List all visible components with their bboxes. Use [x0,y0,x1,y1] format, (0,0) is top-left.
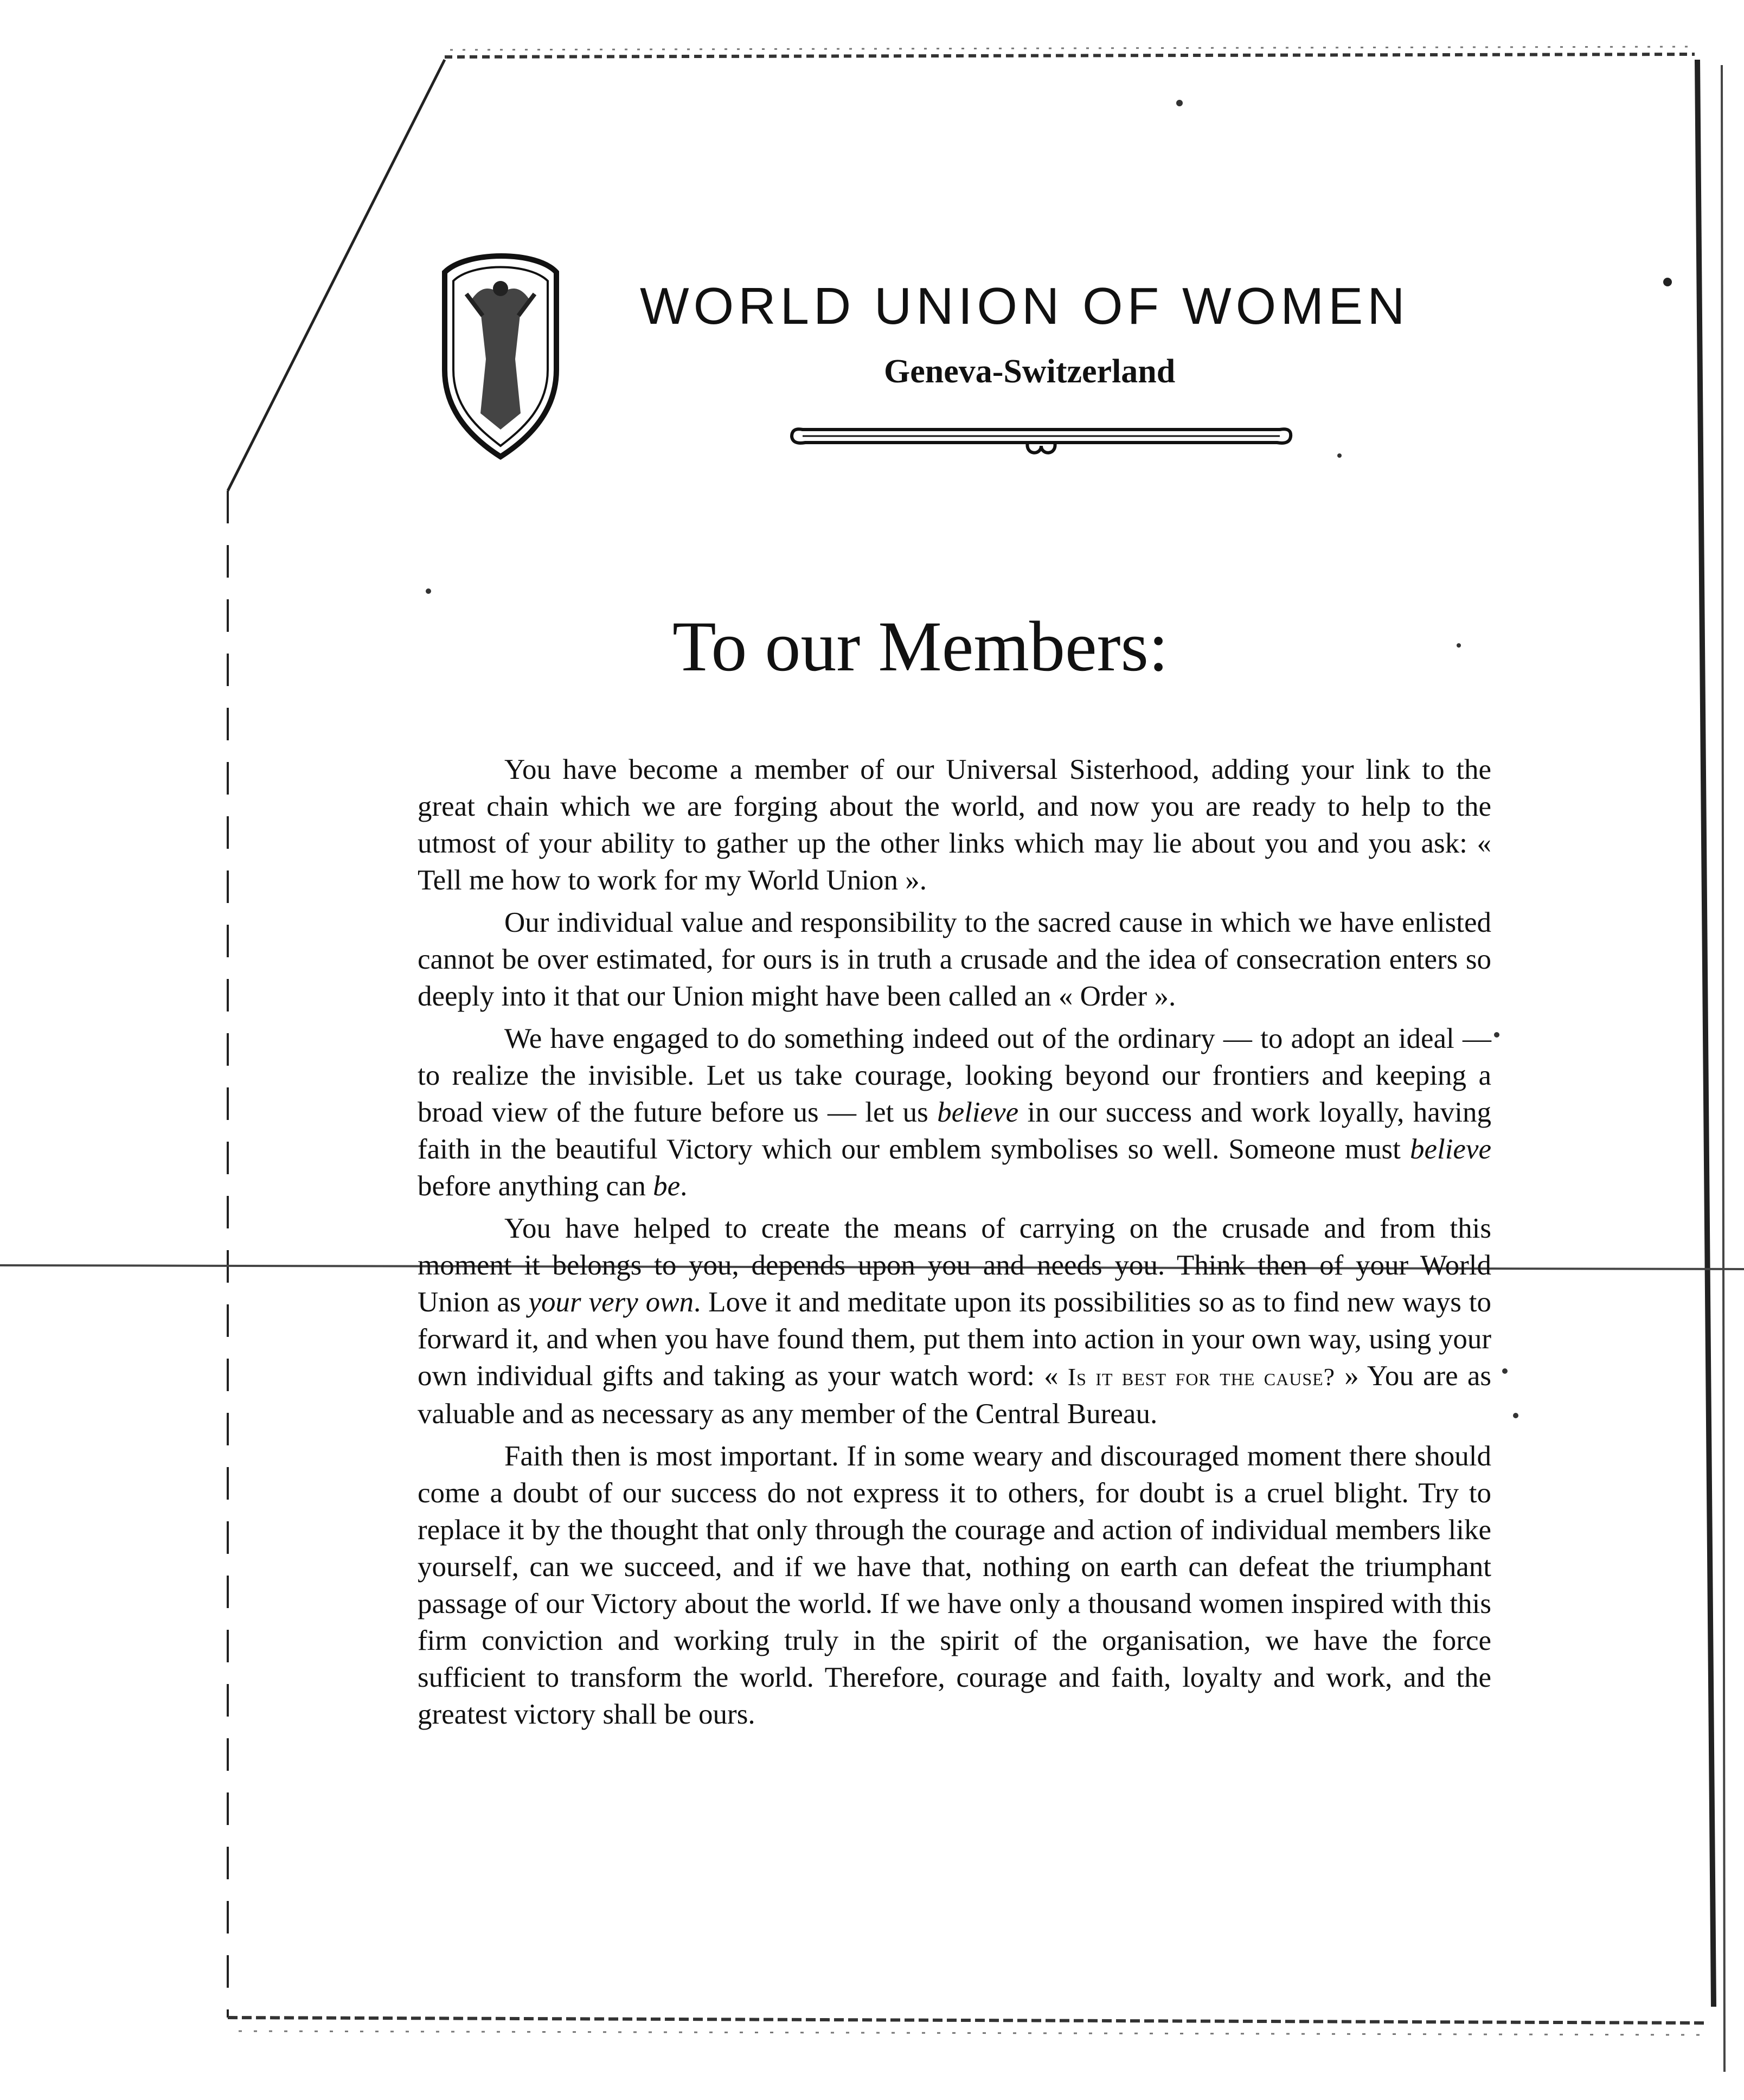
paragraph-4-text: You have helped to create the means of carrying on the crusade and from this moment it belongs to you, depends upon you and needs you. Think then of your World Union as [418,1213,1491,1318]
page-heading: To our Members: [672,606,1169,686]
paragraph-3 [418,1020,1491,1205]
paragraph-5: Faith then is most important. If in some weary and discouraged moment there should come a doubt of our success do not express it to others, for doubt is a cruel blight. Try to replace it by the thought that only through the courage and action of individual members like yourself, can we succeed, and if we have that, nothing on earth can defeat the triumphant passage of our Victory about the world. If we have only a thousand women inspired with this firm conviction and working truly in the spirit of the organisation, we have the force sufficient to transform the world. Therefore, courage and faith, loyalty and work, and the greatest victory shall be ours. [418,1440,1491,1730]
paragraph-4 [418,1210,1491,1432]
paragraph-3-text: . [680,1170,688,1202]
organization-location: Geneva-Switzerland [884,353,1176,390]
paragraph-3-text: We have engaged to do something indeed out of the ordinary — to adopt an ideal — to realize the invisible. Let us take courage, looking beyond our frontiers and keeping a broad view of the future before us — let us [418,1023,1491,1128]
emphasis-your-very-own: your very own [528,1286,694,1318]
paragraph-4-text: . Love it and meditate upon its possibilities so as to find new ways to forward it, and when you have found them, put them into action in your own way, using your own individual gifts and taking as your watch word: « [418,1286,1492,1392]
paragraph-3-text: before anything can [418,1170,653,1202]
emphasis-believe: believe [937,1097,1019,1128]
organization-name: WORLD UNION OF WOMEN [640,277,1409,335]
emphasis-be: be [653,1170,681,1202]
emphasis-believe: believe [1409,1134,1491,1165]
paragraph-1: You have become a member of our Universal Sisterhood, adding your link to the great chain which we are forging about the world, and now you are ready to help to the utmost of your ability to gather up the other links which may lie about you and you ask: « Tell me how to work for my World Union ». [418,754,1491,896]
watch-word: Is it best for the cause? [1067,1363,1336,1391]
victory-emblem-logo [434,251,567,460]
paragraph-4-text: » You are as valuable and as necessary as any member of the Central Bureau. [418,1360,1491,1430]
ornamental-divider [786,418,1296,456]
letter-body [418,751,1491,1738]
paragraph-3-text: in our success and work loyally, having faith in the beautiful Victory which our emblem symbolises so well. Someone must [418,1097,1492,1165]
paragraph-2: Our individual value and responsibility to the sacred cause in which we have enlisted cannot be over estimated, for ours is in truth a crusade and the idea of consecration enters so deeply into it that our Union might have been called an « Order ». [418,907,1491,1012]
